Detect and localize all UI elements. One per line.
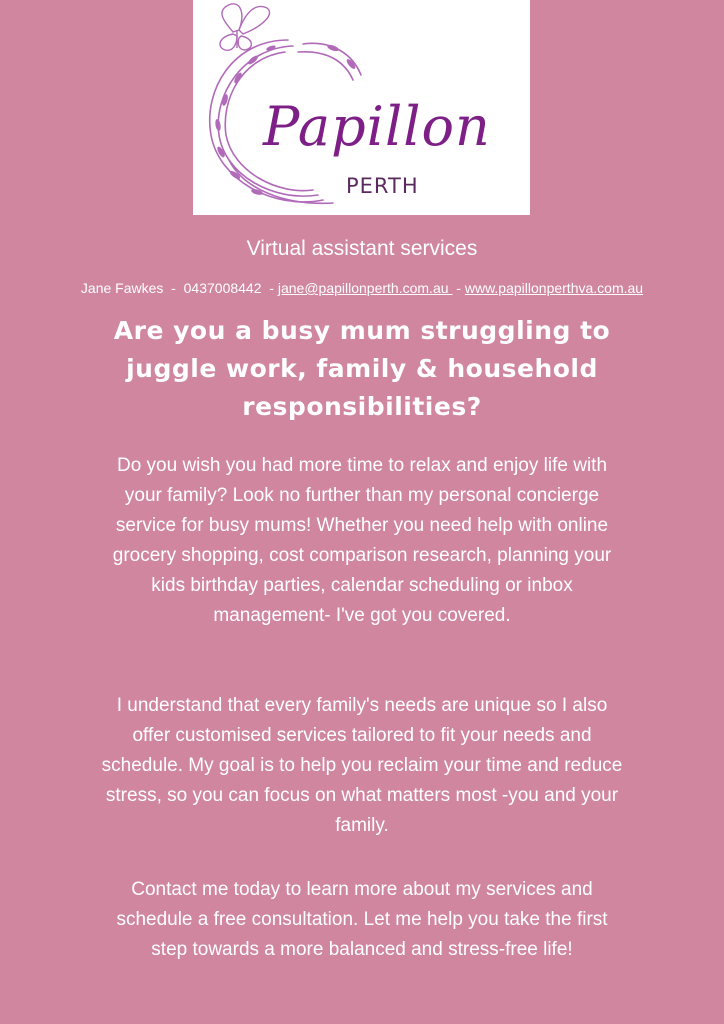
contact-phone: 0437008442 bbox=[183, 280, 262, 296]
website-link[interactable]: www.papillonperthva.com.au bbox=[464, 280, 644, 296]
contact-name: Jane Fawkes bbox=[80, 280, 164, 296]
intro-paragraph: Do you wish you had more time to relax and enjoy life with your family? Look no further than my personal concierge service for busy mums! Whether you need help with online grocery shopping, cost comparison research, planning your kids birthday parties, calendar scheduling or inbox management- I've got you covered. bbox=[112, 455, 612, 626]
logo bbox=[193, 0, 530, 215]
contact-separator: - bbox=[452, 280, 465, 296]
logo-wordmark: Papillon bbox=[263, 95, 491, 158]
contact-line bbox=[0, 279, 724, 297]
contact-separator: - bbox=[163, 280, 184, 296]
contact-separator: - bbox=[261, 280, 278, 296]
logo-subtitle: PERTH bbox=[346, 174, 419, 198]
services-paragraph: I understand that every family's needs are unique so I also offer customised services tailored to fit your needs and schedule. My goal is to help you reclaim your time and reduce stress, so you can focus on what matters most -you and your family. bbox=[101, 695, 623, 836]
tagline: Virtual assistant services bbox=[246, 237, 478, 260]
headline: Are you a busy mum struggling to juggle work, family & household responsibilities? bbox=[113, 316, 611, 421]
call-to-action-paragraph: Contact me today to learn more about my services and schedule a free consultation. Let me help you take the first step towards a more balanced and stress-free life! bbox=[116, 879, 608, 960]
email-link[interactable]: jane@papillonperth.com.au bbox=[277, 280, 453, 296]
